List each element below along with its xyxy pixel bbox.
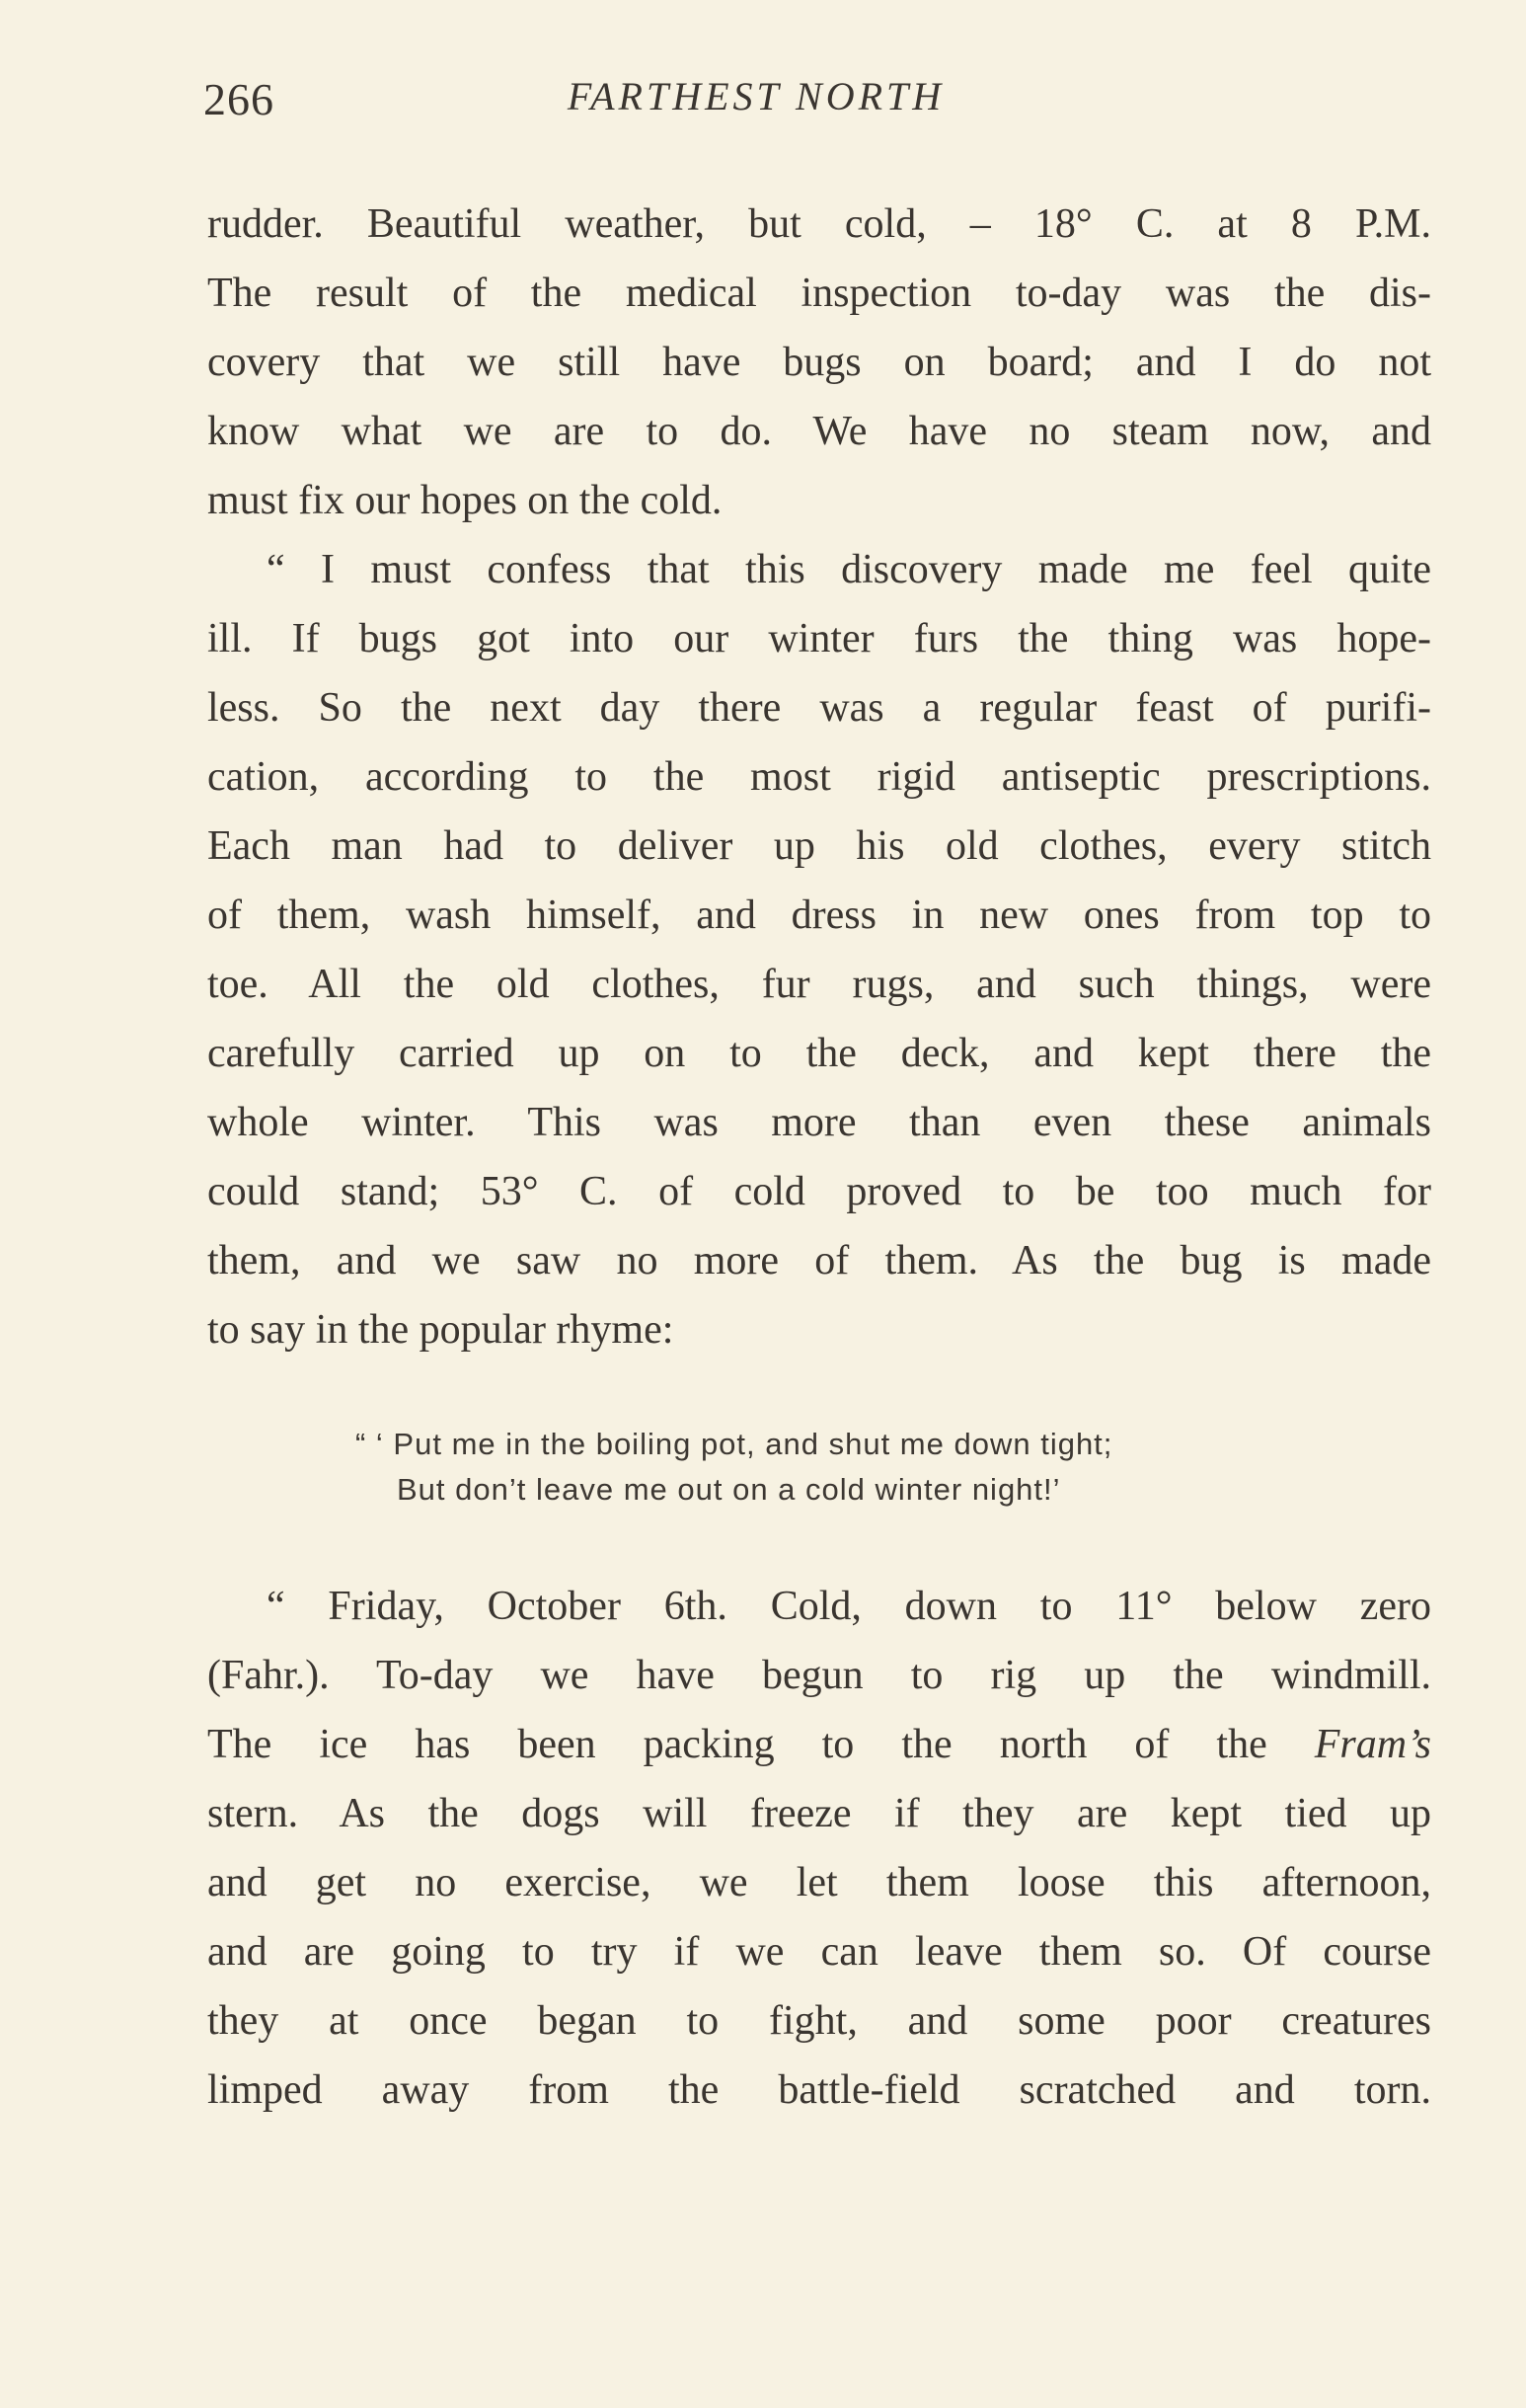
text-line: ill. If bugs got into our winter furs the thing was hope- (207, 616, 1431, 661)
text-line: carefully carried up on to the deck, and kept there the (207, 1031, 1431, 1076)
text-line: The result of the medical inspection to-day was the dis- (207, 271, 1431, 316)
text-line: “ I must confess that this discovery made me feel quite (267, 547, 1431, 592)
text-line: must fix our hopes on the cold. (207, 478, 723, 523)
text-line: could stand; 53° C. of cold proved to be too much for (207, 1169, 1431, 1214)
text-line: stern. As the dogs will freeze if they are kept tied up (207, 1791, 1431, 1836)
text-line: cation, according to the most rigid antiseptic prescriptions. (207, 754, 1431, 800)
body-text (207, 190, 1431, 1364)
text-line: and get no exercise, we let them loose this afternoon, (207, 1860, 1431, 1905)
text-line: Each man had to deliver up his old clothes, every stitch (207, 823, 1431, 869)
text-line: rudder. Beautiful weather, but cold, – 18° C. at 8 P.M. (207, 201, 1431, 247)
body-text (207, 1572, 1431, 2125)
text-line: to say in the popular rhyme: (207, 1307, 674, 1353)
running-title: FARTHEST NORTH (567, 74, 946, 118)
text-line: covery that we still have bugs on board; and I do not (207, 340, 1431, 385)
text-line: whole winter. This was more than even these animals (207, 1100, 1431, 1145)
text-line: (Fahr.). To-day we have begun to rig up the windmill. (207, 1653, 1431, 1698)
verse-quote (207, 1422, 1431, 1513)
text-run: The ice has been packing to the north of the (207, 1722, 1267, 1767)
verse-line: “ ‘ Put me in the boiling pot, and shut me down tight; (355, 1427, 1113, 1461)
text-line: limped away from the battle-field scratched and torn. (207, 2067, 1431, 2113)
text-line: them, and we saw no more of them. As the bug is made (207, 1238, 1431, 1283)
verse-line: But don’t leave me out on a cold winter night!’ (397, 1472, 1061, 1507)
text-line: know what we are to do. We have no steam now, and (207, 409, 1431, 454)
text-line: “ Friday, October 6th. Cold, down to 11° below zero (267, 1584, 1431, 1629)
running-head (203, 73, 1437, 132)
page-number: 266 (203, 74, 274, 124)
text-line: they at once began to fight, and some poor creatures (207, 1998, 1431, 2044)
text-line: toe. All the old clothes, fur rugs, and such things, were (207, 962, 1431, 1007)
text-line: less. So the next day there was a regular feast of purifi- (207, 685, 1431, 731)
text-line (207, 1710, 1431, 1779)
text-line: of them, wash himself, and dress in new ones from top to (207, 893, 1431, 938)
ship-name: Fram’s (1314, 1722, 1432, 1767)
text-line: and are going to try if we can leave them so. Of course (207, 1929, 1431, 1975)
